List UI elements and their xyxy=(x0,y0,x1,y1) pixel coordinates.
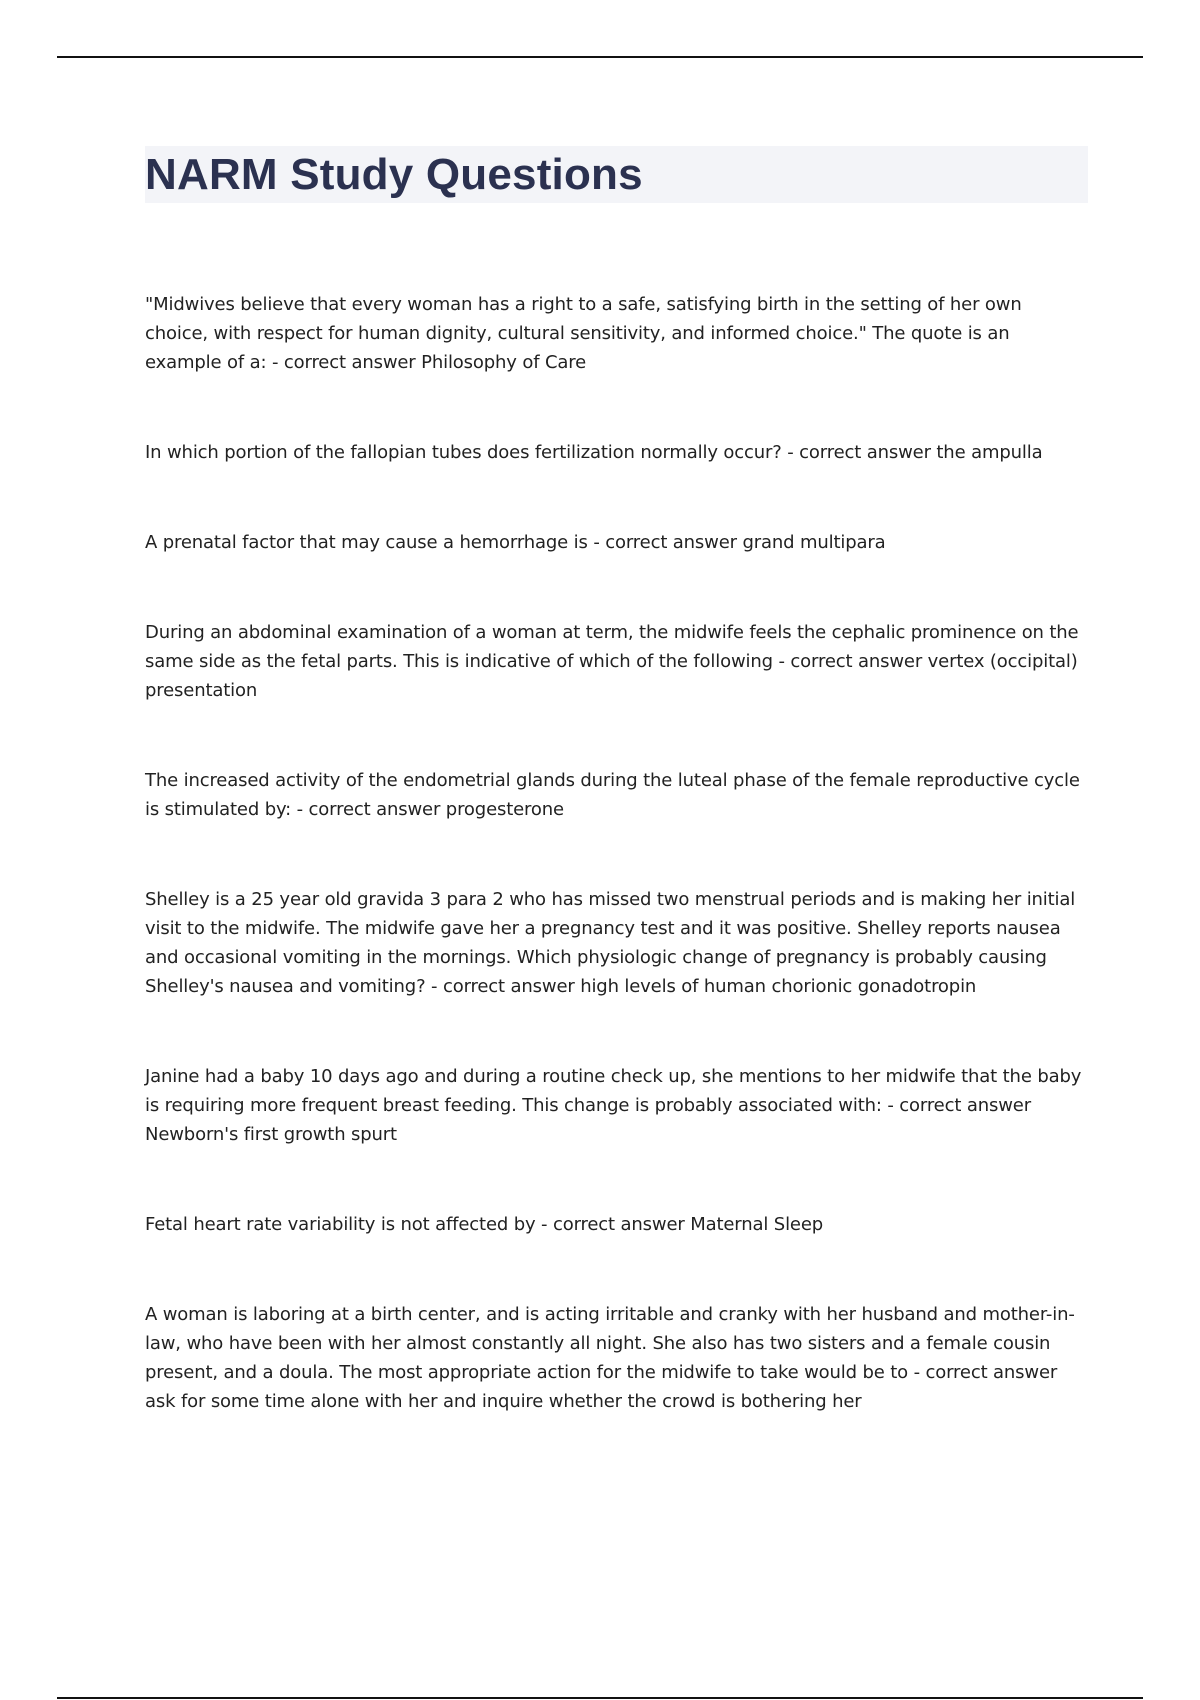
question-item: Shelley is a 25 year old gravida 3 para 2 who has missed two menstrual periods and is making her initial visit to the midwife. The midwife gave her a pregnancy test and it was positive. Shelley reports nausea and occasional vomiting in the mornings. Which physiologic change of pregnancy is probably causing Shelley's nausea and vomiting? - correct answer high levels of human chorionic gonadotropin xyxy=(145,889,1076,997)
question-item: Fetal heart rate variability is not affected by - correct answer Maternal Sleep xyxy=(145,1214,824,1235)
question-item: Janine had a baby 10 days ago and during a routine check up, she mentions to her midwife that the baby is requiring more frequent breast feeding. This change is probably associated with: - correct answer Newborn's first growth spurt xyxy=(145,1066,1082,1145)
header-rule xyxy=(57,56,1143,58)
question-item: "Midwives believe that every woman has a right to a safe, satisfying birth in the setting of her own choice, with respect for human dignity, cultural sensitivity, and informed choice." The quote is an example of a: - correct answer Philosophy of Care xyxy=(145,294,1022,373)
question-item: In which portion of the fallopian tubes does fertilization normally occur? - correct answer the ampulla xyxy=(145,442,1043,463)
question-list xyxy=(145,290,1090,1477)
question-item: During an abdominal examination of a woman at term, the midwife feels the cephalic prominence on the same side as the fetal parts. This is indicative of which of the following - correct answer vertex (occipital) presentation xyxy=(145,622,1079,701)
question-item: A prenatal factor that may cause a hemorrhage is - correct answer grand multipara xyxy=(145,532,886,553)
question-item: A woman is laboring at a birth center, and is acting irritable and cranky with her husband and mother-in-law, who have been with her almost constantly all night. She also has two sisters and a female cousin present, and a doula. The most appropriate action for the midwife to take would be to - correct answer ask for some time alone with her and inquire whether the crowd is bothering her xyxy=(145,1304,1075,1412)
question-item: The increased activity of the endometrial glands during the luteal phase of the female reproductive cycle is stimulated by: - correct answer progesterone xyxy=(145,770,1080,820)
page-title: NARM Study Questions xyxy=(145,150,643,199)
footer-rule xyxy=(57,1697,1143,1699)
